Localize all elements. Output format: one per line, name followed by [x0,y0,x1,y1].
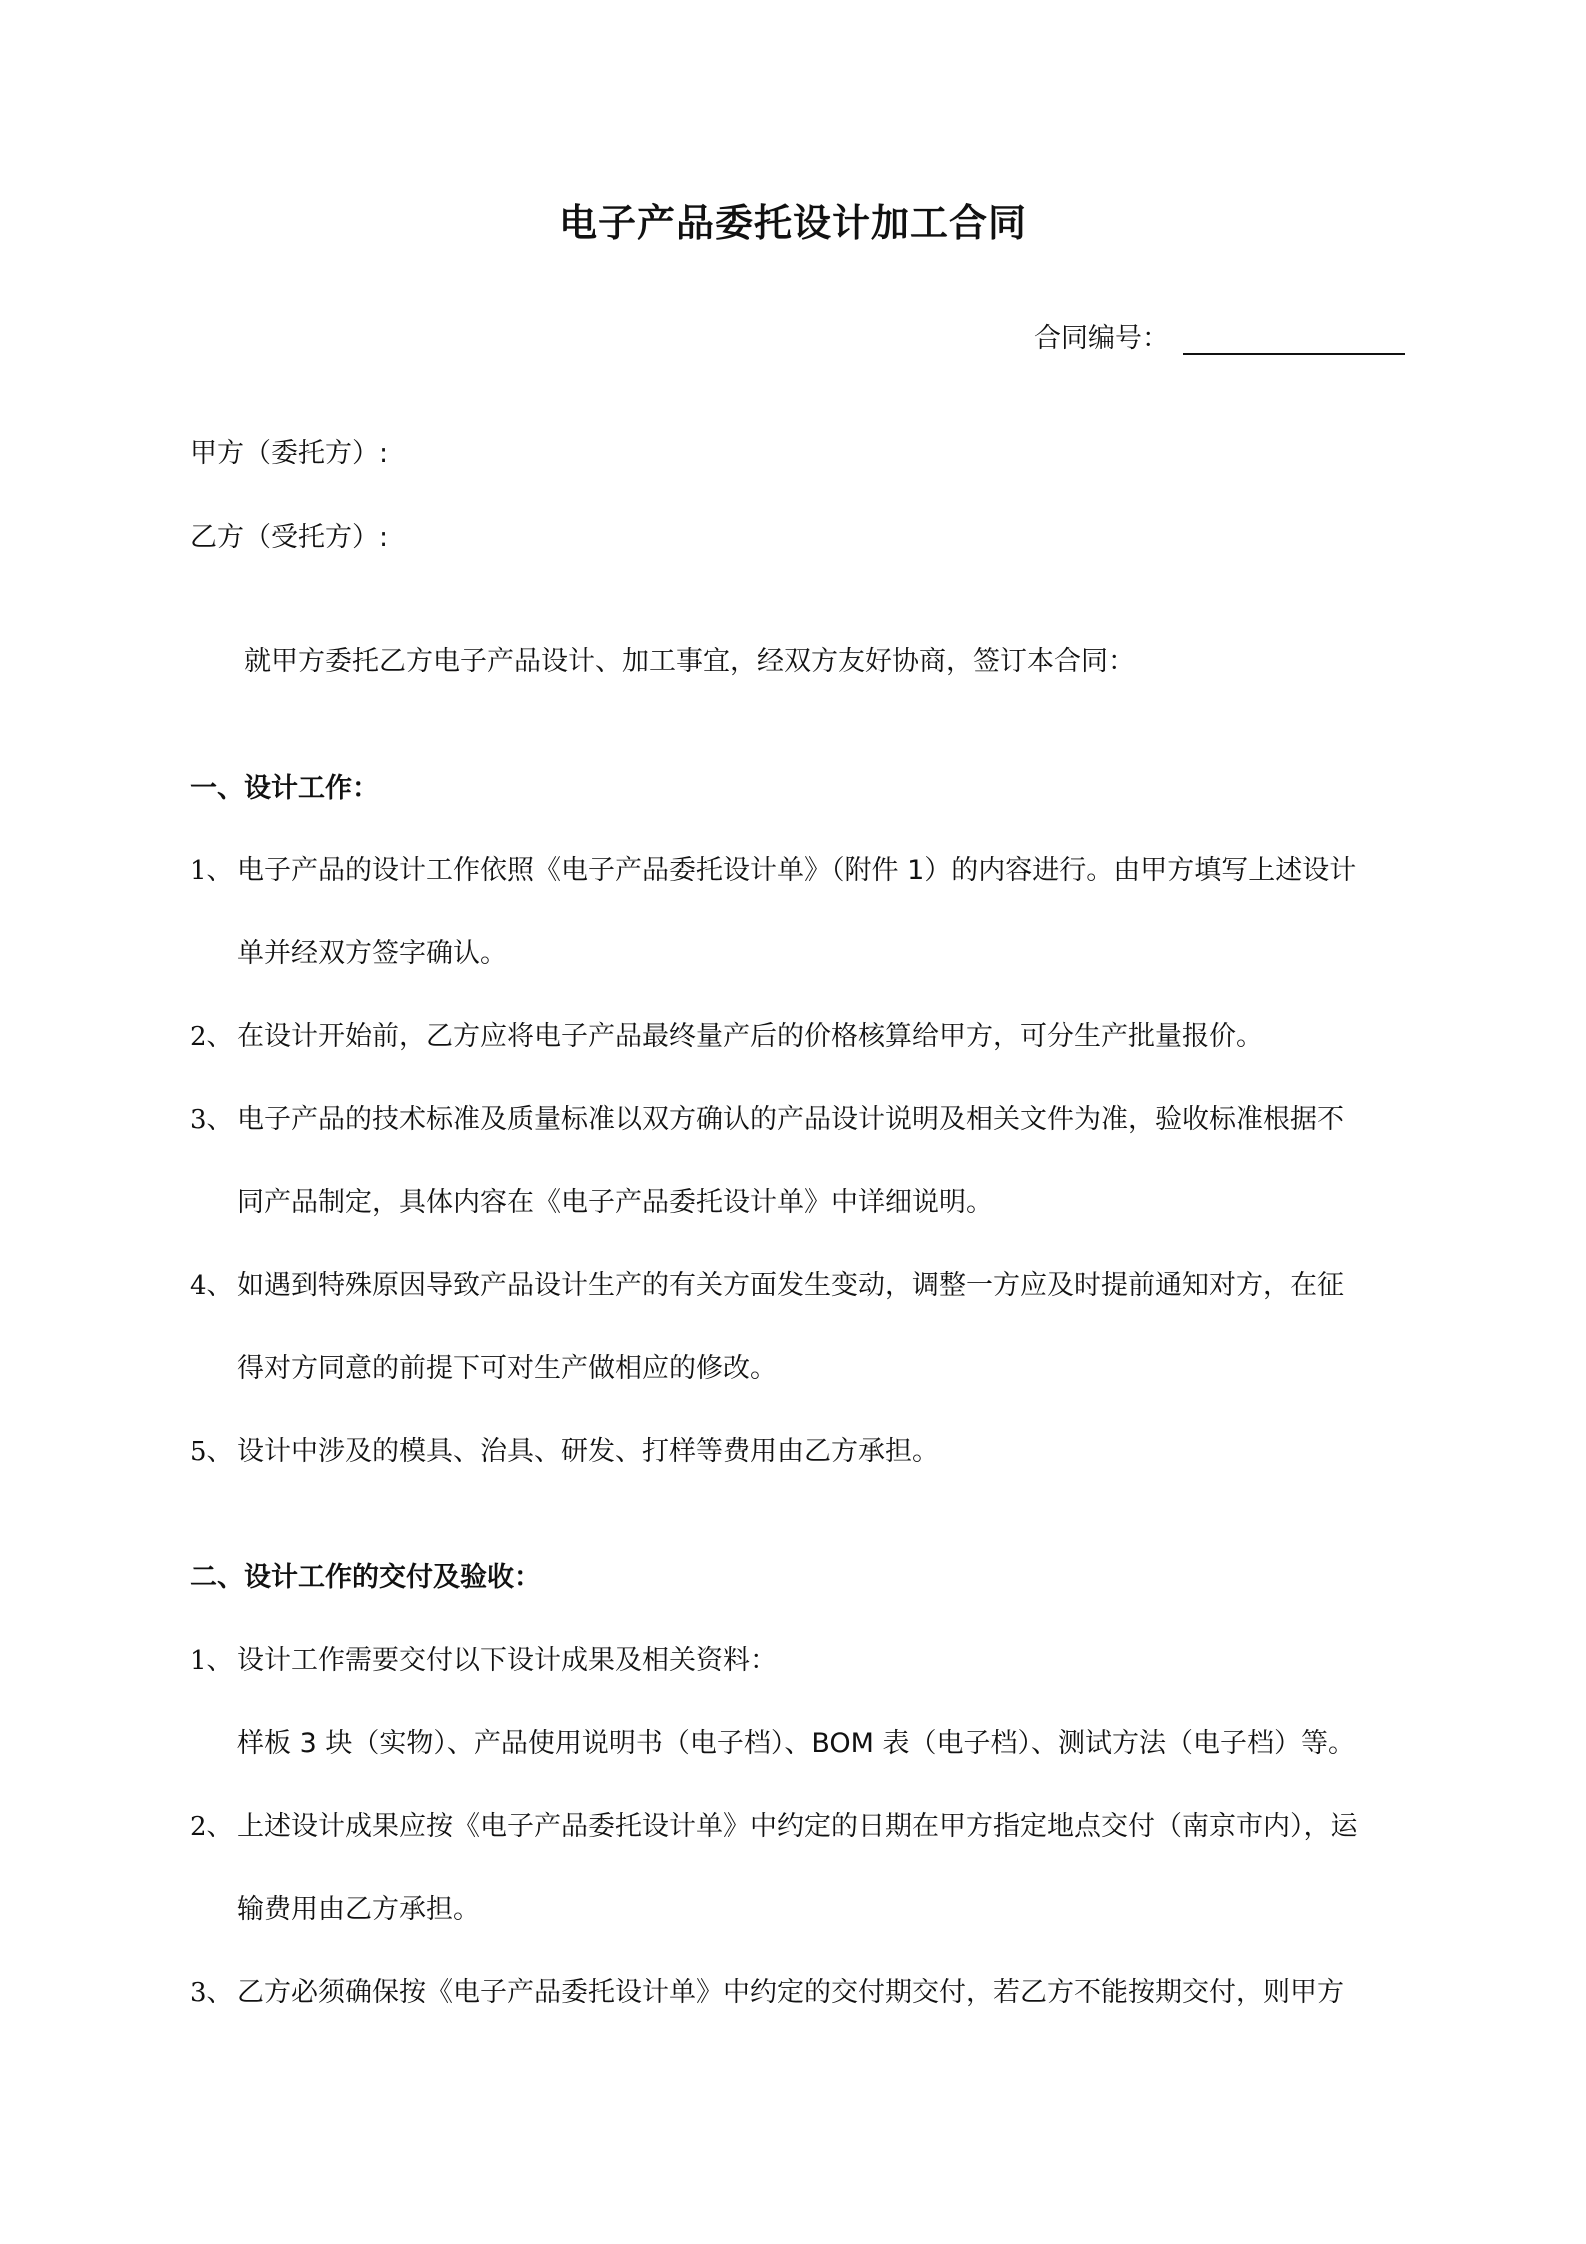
intro-paragraph: 就甲方委托乙方电子产品设计、加工事宜，经双方友好协商，签订本合同： [244,646,1135,677]
section-1-item-2-number: 2、 [190,1022,233,1052]
section-1-item-3-number: 3、 [190,1105,233,1135]
section-1-item-5-line-1: 设计中涉及的模具、治具、研发、打样等费用由乙方承担。 [237,1436,939,1467]
section-1-item-4-line-2: 得对方同意的前提下可对生产做相应的修改。 [237,1353,777,1384]
section-2-item-2-number: 2、 [190,1812,233,1842]
section-1-item-3-line-2: 同产品制定，具体内容在《电子产品委托设计单》中详细说明。 [237,1187,993,1218]
section-1-item-1-line-1: 电子产品的设计工作依照《电子产品委托设计单》（附件 1）的内容进行。由甲方填写上述设计 [237,855,1357,886]
contract-number [1034,316,1405,355]
section-1-item-4-line-1: 如遇到特殊原因导致产品设计生产的有关方面发生变动，调整一方应及时提前通知对方，在征 [237,1270,1344,1301]
party-b-label: 乙方（受托方）: [190,522,389,553]
section-2-item-3-line-1: 乙方必须确保按《电子产品委托设计单》中约定的交付期交付，若乙方不能按期交付，则甲方 [237,1977,1344,2008]
section-1-heading: 一、设计工作： [190,773,379,804]
contract-number-label: 合同编号： [1034,323,1169,354]
section-1-item-4-number: 4、 [190,1271,233,1301]
section-2-item-2-line-2: 输费用由乙方承担。 [237,1894,480,1925]
section-1-item-1-number: 1、 [190,856,233,886]
section-1-item-2-line-1: 在设计开始前，乙方应将电子产品最终量产后的价格核算给甲方，可分生产批量报价。 [237,1021,1263,1052]
section-1-item-1-line-2: 单并经双方签字确认。 [237,938,507,969]
section-2-heading: 二、设计工作的交付及验收： [190,1562,541,1593]
section-2-item-1-number: 1、 [190,1646,233,1676]
section-2-item-3-number: 3、 [190,1978,233,2008]
section-1-item-5-number: 5、 [190,1437,233,1467]
contract-number-blank [1183,319,1405,355]
section-2-item-1-line-1: 设计工作需要交付以下设计成果及相关资料： [237,1645,777,1676]
section-2-item-1-line-2: 样板 3 块（实物）、产品使用说明书（电子档）、BOM 表（电子档）、测试方法（电子档）等。 [237,1728,1356,1759]
party-a-label: 甲方（委托方）: [190,438,389,469]
section-2-item-2-line-1: 上述设计成果应按《电子产品委托设计单》中约定的日期在甲方指定地点交付（南京市内），运 [237,1811,1358,1842]
document-title: 电子产品委托设计加工合同 [558,201,1027,245]
section-1-item-3-line-1: 电子产品的技术标准及质量标准以双方确认的产品设计说明及相关文件为准，验收标准根据不 [237,1104,1344,1135]
